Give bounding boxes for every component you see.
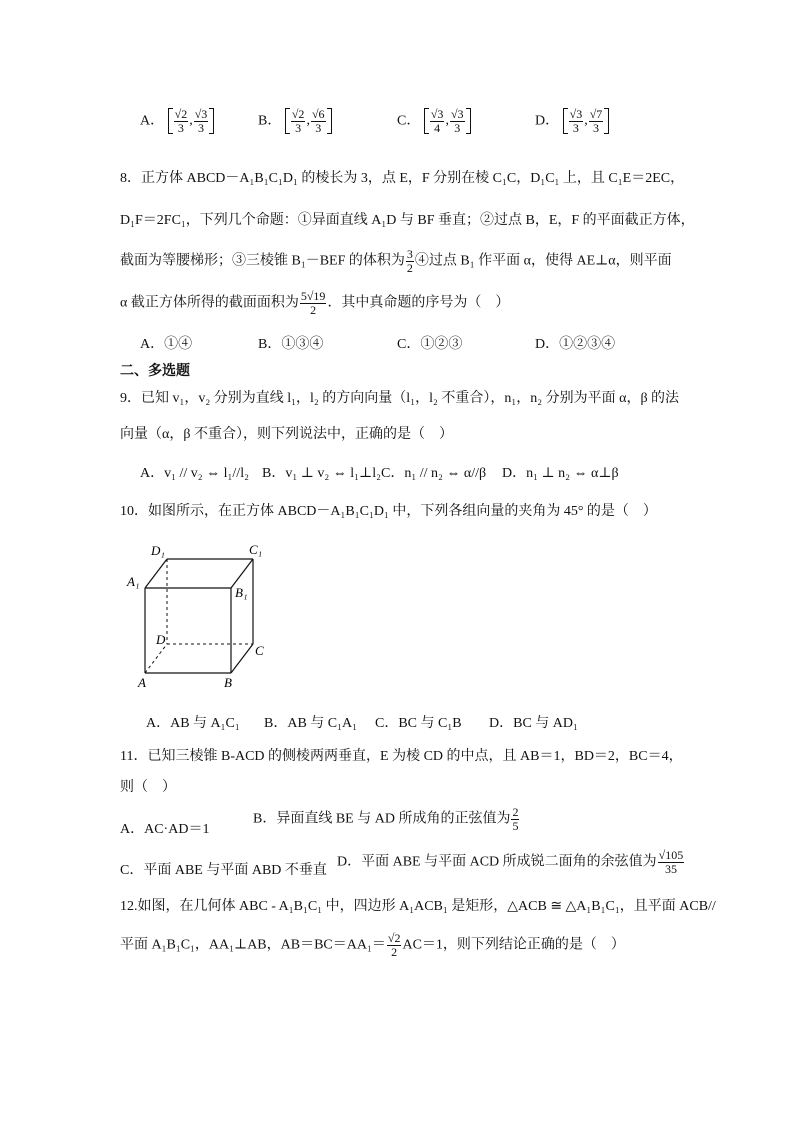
q8-option-c[interactable]: C．①②③: [397, 337, 463, 352]
q11-option-d[interactable]: D．平面 ABE 与平面 ACD 所成锐二面角的余弦值为 $\frac{√105}{35}$: [337, 848, 684, 876]
q8-option-a[interactable]: A．①④: [140, 337, 193, 352]
q9-line-2: 向量（α，β 不重合），则下列说法中，正确的是（ ）: [120, 427, 453, 442]
area-fraction: $\frac{5√19}{2}$: [300, 289, 326, 317]
q10-option-c[interactable]: C．BC 与 C₁B: [375, 716, 462, 731]
q11-line-2: 则（ ）: [120, 780, 176, 795]
q9-line-1: 9．已知 v₁，v₂ 分别为直线 l₁，l₂ 的方向向量（l₁，l₂ 不重合），n₁，n₂ 分别为平面 α，β 的法: [120, 391, 680, 406]
section-heading: 二、多选题: [120, 363, 190, 379]
q10-option-d[interactable]: D．BC 与 AD₁: [489, 716, 578, 731]
q12-line-1: 12.如图，在几何体 ABC - A₁B₁C₁ 中，四边形 A₁ACB₁ 是矩形，△ACB ≅ △A₁B₁C₁，且平面 ACB//: [120, 899, 716, 914]
cube-diagram: [125, 540, 275, 690]
vertex-label-d: D: [156, 632, 166, 647]
q10-option-a[interactable]: A．AB 与 A₁C₁: [146, 716, 240, 731]
q9-option-c[interactable]: C．n₁ // n₂ ⇔ α//β: [381, 466, 487, 481]
q7-option-d[interactable]: D． $\frac{√3}{3}$ , $\frac{√7}{3}$: [535, 108, 609, 134]
q8-option-d[interactable]: D．①②③④: [535, 337, 616, 352]
q9-option-d[interactable]: D．n₁ ⊥ n₂ ⇔ α⊥β: [502, 466, 619, 481]
q9-option-a[interactable]: A．v₁ // v₂ ⇔ l₁//l₂: [140, 466, 249, 481]
vertex-label-b: B: [224, 675, 232, 690]
vertex-label-c: C: [255, 643, 264, 658]
q8-line-3: 截面为等腰梯形；③三棱锥 B₁－BEF 的体积为 $\frac{3}{2}$ ④过点 B₁ 作平面 α，使得 AE⊥α，则平面: [120, 247, 672, 275]
q10-option-b[interactable]: B．AB 与 C₁A₁: [264, 716, 357, 731]
q9-option-b[interactable]: B．v₁ ⊥ v₂ ⇔ l₁⊥l₂: [262, 466, 381, 481]
q8-line-2: D₁F＝2FC₁，下列几个命题：①异面直线 A₁D 与 BF 垂直；②过点 B，E，F 的平面截正方体，: [120, 213, 695, 228]
vertex-label-c1: C₁: [249, 542, 263, 557]
vertex-label-b1: B₁: [235, 585, 248, 600]
q10-line-1: 10．如图所示，在正方体 ABCD－A₁B₁C₁D₁ 中，下列各组向量的夹角为 45° 的是（ ）: [120, 504, 657, 519]
q8-line-1: 8．正方体 ABCD－A₁B₁C₁D₁ 的棱长为 3，点 E，F 分别在棱 C₁C，D₁C₁ 上，且 C₁E＝2EC，: [120, 171, 685, 186]
interval-bracket: $\frac{√3}{4}$ , $\frac{√3}{3}$: [424, 108, 471, 134]
q7-option-b[interactable]: B． $\frac{√2}{3}$ , $\frac{√6}{3}$: [258, 108, 332, 134]
q11-option-a[interactable]: A．AC·AD＝1: [120, 822, 210, 837]
interval-bracket: $\frac{√2}{3}$ , $\frac{√3}{3}$: [168, 108, 215, 134]
volume-fraction: $\frac{3}{2}$: [406, 247, 413, 275]
q7-option-c[interactable]: C． $\frac{√3}{4}$ , $\frac{√3}{3}$: [397, 108, 471, 134]
q11-option-b[interactable]: B．异面直线 BE 与 AD 所成角的正弦值为 $\frac{2}{5}$: [253, 805, 519, 833]
q11-option-c[interactable]: C．平面 ABE 与平面 ABD 不垂直: [120, 863, 327, 878]
q8-option-b[interactable]: B．①③④: [258, 337, 324, 352]
q12-line-2: 平面 A₁B₁C₁，AA₁⊥AB，AB＝BC＝AA₁＝ $\frac{√2}{2}$ AC＝1，则下列结论正确的是（ ）: [120, 931, 625, 959]
q11-line-1: 11．已知三棱锥 B-ACD 的侧棱两两垂直，E 为棱 CD 的中点，且 AB＝1，BD＝2，BC＝4，: [120, 749, 683, 764]
q8-line-4: α 截正方体所得的截面面积为 $\frac{5√19}{2}$ ．其中真命题的序号为（ ）: [120, 289, 510, 317]
vertex-label-a1: A₁: [127, 574, 140, 589]
vertex-label-a: A: [138, 675, 146, 690]
q7-option-a[interactable]: A． $\frac{√2}{3}$ , $\frac{√3}{3}$: [140, 108, 214, 134]
interval-bracket: $\frac{√2}{3}$ , $\frac{√6}{3}$: [285, 108, 332, 134]
vertex-label-d1: D₁: [151, 543, 165, 558]
interval-bracket: $\frac{√3}{3}$ , $\frac{√7}{3}$: [563, 108, 610, 134]
